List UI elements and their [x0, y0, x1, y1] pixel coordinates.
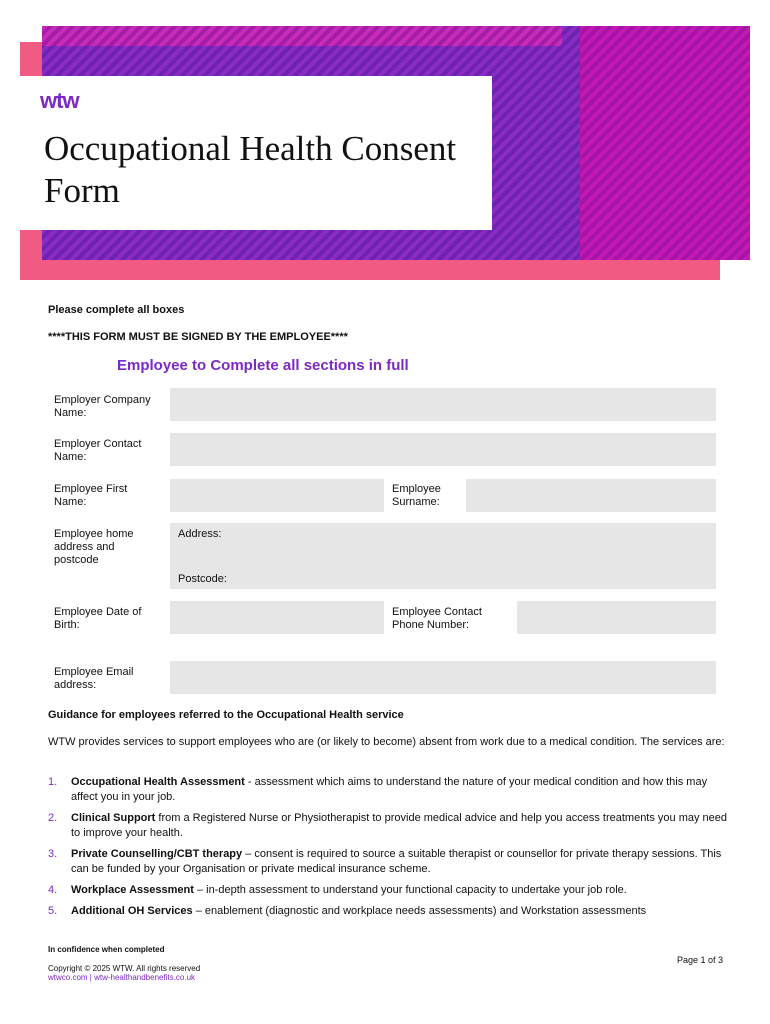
wtw-logo: wtw	[40, 88, 79, 113]
email-label: Employee Email address:	[54, 666, 134, 691]
service-text: – enablement (diagnostic and workplace needs assessments) and Workstation assessments	[192, 905, 647, 917]
instruction-must-sign: ****THIS FORM MUST BE SIGNED BY THE EMPLOYEE****	[48, 331, 348, 343]
section-title: Employee to Complete all sections in full	[117, 357, 409, 374]
guidance-intro: WTW provides services to support employees who are (or likely to become) absent from work due to a medical condition. The services are:	[48, 736, 725, 748]
email-field[interactable]	[170, 661, 716, 694]
service-title: Workplace Assessment	[71, 884, 194, 896]
page-title: Occupational Health Consent Form	[44, 129, 457, 210]
page-number: Page 1 of 3	[676, 955, 723, 965]
employee-first-name-field[interactable]	[170, 479, 384, 512]
instruction-complete-boxes: Please complete all boxes	[48, 304, 185, 316]
guidance-heading: Guidance for employees referred to the Occupational Health service	[48, 709, 404, 721]
home-address-field[interactable]	[170, 523, 716, 589]
address-sublabel: Address:	[178, 528, 222, 540]
employer-company-label: Employer Company Name:	[54, 394, 151, 419]
service-title: Private Counselling/CBT therapy	[71, 848, 243, 860]
list-number: 3.	[48, 848, 58, 860]
list-item	[48, 904, 728, 919]
service-title: Occupational Health Assessment	[71, 776, 245, 788]
employer-contact-field[interactable]	[170, 433, 716, 466]
phone-label: Employee Contact Phone Number:	[392, 606, 482, 631]
footer-copyright: Copyright © 2025 WTW. All rights reserved	[48, 964, 201, 973]
dob-label: Employee Date of Birth:	[54, 606, 142, 631]
footer-confidential: In confidence when completed	[48, 945, 165, 954]
employee-surname-label: Employee Surname:	[392, 483, 441, 508]
service-text: – in-depth assessment to understand your functional capacity to undertake your job role.	[193, 884, 627, 896]
service-title: Additional OH Services	[71, 905, 193, 917]
employee-first-name-label: Employee First Name:	[54, 483, 128, 508]
footer-links[interactable]: wtwco.com | wtw-healthandbenefits.co.uk	[48, 973, 196, 982]
services-list	[48, 775, 728, 925]
list-item	[48, 847, 728, 877]
list-item	[48, 775, 728, 805]
service-text: - assessment which aims to understand the nature of your medical condition and how this may affect you in your job.	[71, 776, 708, 803]
service-text: from a Registered Nurse or Physiotherapist to provide medical advice and help you access treatments you may need to improve your health.	[71, 812, 728, 839]
postcode-sublabel: Postcode:	[178, 573, 227, 585]
list-number: 2.	[48, 812, 58, 824]
list-item	[48, 811, 728, 841]
list-number: 1.	[48, 776, 58, 788]
service-text: – consent is required to source a suitable therapist or counsellor for private therapy sessions. This can be funded by your Organisation or private medical insurance scheme.	[71, 848, 722, 875]
list-number: 5.	[48, 905, 58, 917]
dob-field[interactable]	[170, 601, 384, 634]
employer-contact-label: Employer Contact Name:	[54, 438, 142, 463]
list-item	[48, 883, 728, 898]
employee-surname-field[interactable]	[466, 479, 716, 512]
employer-company-field[interactable]	[170, 388, 716, 421]
home-address-label: Employee home address and postcode	[54, 528, 134, 566]
service-title: Clinical Support	[71, 812, 156, 824]
list-number: 4.	[48, 884, 58, 896]
phone-field[interactable]	[517, 601, 716, 634]
